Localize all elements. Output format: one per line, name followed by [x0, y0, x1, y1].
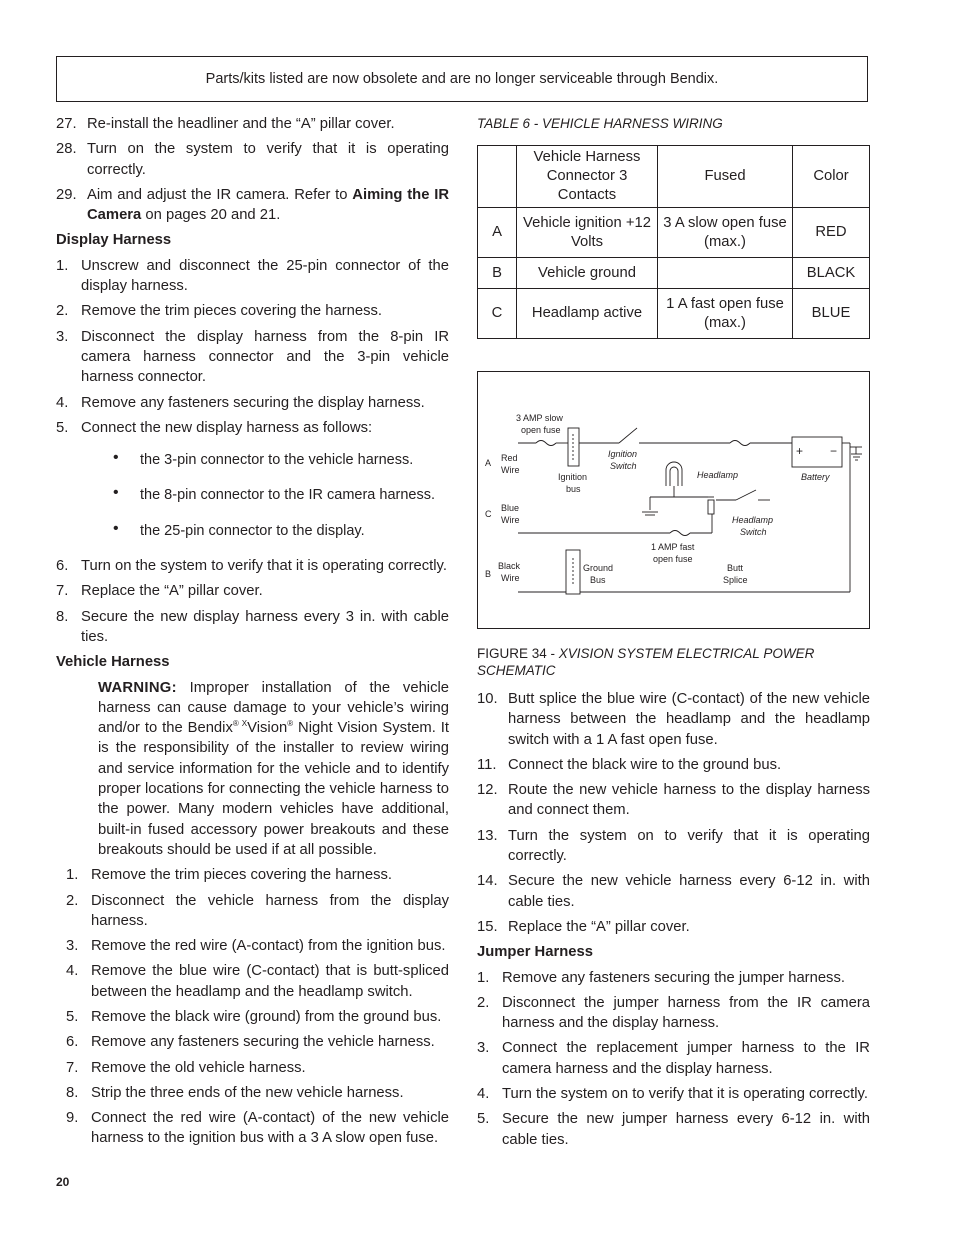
contact-a-label: A [485, 458, 492, 468]
step-number: 4. [56, 394, 69, 411]
display-steps-a [56, 256, 449, 438]
jumper-steps [477, 968, 870, 1150]
ignition-switch-label: Ignition [608, 449, 638, 459]
list-item [477, 755, 870, 775]
bullet-item: • the 3-pin connector to the vehicle harness. [113, 449, 414, 469]
step-text: Connect the red wire (A-contact) of the new vehicle harness to the ignition bus with a 3 A slow open fuse. [91, 1110, 449, 1147]
step-number: 2. [66, 892, 79, 909]
step-number: 7. [56, 583, 69, 600]
step-number: 12. [477, 782, 498, 799]
table-row: A Vehicle ignition +12 Volts 3 A slow open fuse (max.) RED [478, 208, 870, 258]
list-item [477, 826, 870, 867]
bullet-icon: • [113, 484, 119, 502]
vehicle-harness-heading: Vehicle Harness [56, 654, 170, 671]
fuse-3a-label: 3 AMP slow [516, 413, 563, 423]
list-item [477, 993, 870, 1034]
warning-label: WARNING: [98, 679, 177, 696]
contact-b-label: B [485, 569, 492, 579]
svg-text:−: − [830, 444, 838, 458]
step-27: 27. Re-install the headliner and the “A” pillar cover. [56, 116, 395, 132]
list-item [56, 327, 449, 388]
list-item [66, 1007, 449, 1027]
contact-c-label: C [485, 509, 492, 519]
step-text: Remove any fasteners securing the vehicle harness. [91, 1034, 435, 1051]
bullet-item: • the 8-pin connector to the IR camera harness. [113, 484, 435, 504]
step-text: Connect the black wire to the ground bus. [508, 756, 782, 773]
step-number: 9. [66, 1110, 79, 1127]
svg-text:bus: bus [566, 484, 581, 494]
step-text: Remove any fasteners securing the jumper harness. [502, 969, 845, 986]
step-number: 14. [477, 873, 498, 890]
step-number: 11. [477, 756, 497, 773]
step-28: 28. Turn on the system to verify that it is operating correctly. [56, 141, 449, 178]
vehicle-steps-continued [477, 689, 870, 937]
blue-wire-label: Blue [501, 503, 520, 513]
bullet-item: • the 25-pin connector to the display. [113, 519, 365, 539]
step-text: Connect the new display harness as follows: [81, 419, 373, 436]
svg-text:open fuse: open fuse [653, 554, 693, 564]
svg-text:Bus: Bus [590, 575, 606, 585]
warning-paragraph: WARNING: Improper installation of the vehicle harness can cause damage to your vehicle’s wiring and/or to the Bendix® $^X$Vision® Night Vision System. It is the responsibility of the installer to review wiring and service information for the vehicle and to identify proper locations for connecting the vehicle harness to the power. Many modern vehicles have additional, built-in fused accessory power breakouts and these breakouts should be used if at all possible. [98, 679, 449, 858]
schematic-wires [518, 428, 862, 594]
jumper-harness-heading: Jumper Harness [477, 944, 593, 961]
step-number: 5. [477, 1111, 490, 1128]
schematic-labels [485, 413, 837, 585]
list-item [477, 1038, 870, 1079]
step-text: Replace the “A” pillar cover. [81, 583, 263, 600]
step-number: 3. [56, 328, 69, 345]
list-item [66, 891, 449, 932]
headlamp-label: Headlamp [697, 470, 739, 480]
list-item [56, 607, 449, 648]
step-number: 1. [477, 969, 490, 986]
step-text: Disconnect the vehicle harness from the display harness. [91, 892, 449, 929]
step-text: Remove the trim pieces covering the harness. [91, 867, 393, 884]
step-number: 15. [477, 918, 498, 935]
step-text: Secure the new vehicle harness every 6-12 in. with cable ties. [508, 873, 870, 910]
list-item [56, 556, 449, 576]
step-text: Route the new vehicle harness to the display harness and connect them. [508, 782, 870, 819]
table-row: B Vehicle ground BLACK [478, 258, 870, 289]
step-number: 4. [477, 1086, 490, 1103]
step-number: 2. [56, 303, 69, 320]
step-number: 8. [56, 608, 69, 625]
step-text: Remove the black wire (ground) from the ground bus. [91, 1008, 442, 1025]
step-text: Remove the old vehicle harness. [91, 1059, 306, 1076]
step-text: Secure the new display harness every 3 in. with cable ties. [81, 608, 449, 645]
list-item [66, 961, 449, 1002]
fuse-1a-label: 1 AMP fast [651, 542, 695, 552]
electrical-schematic-figure [477, 371, 870, 629]
step-number: 13. [477, 827, 498, 844]
step-number: 10. [477, 691, 498, 707]
svg-text:Wire: Wire [501, 465, 520, 475]
step-number: 5. [66, 1008, 79, 1025]
list-item [477, 689, 870, 750]
step-text: Remove the trim pieces covering the harness. [81, 303, 383, 320]
step-text: Turn the system on to verify that it is operating correctly. [502, 1086, 868, 1103]
display-harness-heading: Display Harness [56, 232, 172, 249]
list-item [477, 780, 870, 821]
bullet-icon: • [113, 519, 119, 537]
list-item [66, 1058, 449, 1078]
list-item [66, 1083, 449, 1103]
step-number: 6. [66, 1034, 79, 1051]
bullet-icon: • [113, 449, 119, 467]
svg-text:+: + [796, 444, 804, 458]
step-text: Re-install the headliner and the “A” pillar cover. [87, 116, 395, 132]
step-text: Unscrew and disconnect the 25-pin connector of the display harness. [81, 257, 449, 295]
step-text: Turn on the system to verify that it is operating correctly. [81, 558, 447, 575]
step-number: 8. [66, 1084, 79, 1101]
step-text: Connect the replacement jumper harness to the IR camera harness and the display harness. [502, 1040, 870, 1077]
red-wire-label: Red [501, 453, 518, 463]
list-item [66, 1032, 449, 1052]
step-text: Replace the “A” pillar cover. [508, 918, 690, 935]
vehicle-harness-wiring-table [477, 145, 870, 339]
list-item [477, 968, 870, 988]
power-schematic-diagram [478, 372, 869, 628]
list-item [477, 871, 870, 912]
figure-caption: FIGURE 34 - XVISION SYSTEM ELECTRICAL POWER SCHEMATIC [477, 646, 815, 678]
left-column [56, 114, 449, 1154]
butt-splice-label: Butt [727, 563, 744, 573]
page-number: 20 [56, 1175, 70, 1189]
list-item [477, 917, 870, 937]
list-item [477, 1109, 870, 1150]
list-item [56, 301, 449, 321]
svg-text:Wire: Wire [501, 515, 520, 525]
table-row: C Headlamp active 1 A fast open fuse (max.) BLUE [478, 289, 870, 339]
step-number: 6. [56, 558, 69, 575]
step-number: 3. [477, 1040, 490, 1057]
vehicle-steps [56, 865, 449, 1149]
step-text: Disconnect the jumper harness from the IR camera harness and the display harness. [502, 994, 870, 1032]
svg-text:Splice: Splice [723, 575, 748, 585]
step-text: Remove the blue wire (C-contact) that is butt-spliced between the headlamp and the headlamp switch. [91, 963, 449, 1000]
list-item [56, 393, 449, 413]
list-item [56, 256, 449, 297]
step-29: 29. Aim and adjust the IR camera. Refer to Aiming the IR Camera on pages 20 and 21. [56, 186, 450, 224]
list-item [66, 1108, 449, 1149]
display-steps-b [56, 556, 449, 647]
right-column [477, 114, 870, 1155]
ground-bus-label: Ground [583, 563, 614, 573]
step-number: 2. [477, 994, 490, 1011]
list-item [66, 865, 449, 885]
step-text: Remove any fasteners securing the display harness. [81, 394, 425, 411]
ignition-bus-label: Ignition [558, 472, 588, 482]
black-wire-label: Black [498, 561, 521, 571]
svg-text:open fuse: open fuse [521, 425, 561, 435]
step-text: Strip the three ends of the new vehicle harness. [91, 1084, 404, 1101]
list-item [477, 1084, 870, 1104]
connection-bullets [56, 450, 449, 541]
table-header-row: Vehicle Harness Connector 3 Contacts Fused Color [478, 146, 870, 208]
step-number: 1. [56, 257, 69, 274]
list-item [56, 581, 449, 601]
step-number: 5. [56, 419, 69, 436]
step-number: 1. [66, 867, 79, 884]
step-text: Disconnect the display harness from the 8-pin IR camera harness connector and the 3-pin vehicle harness connector. [81, 328, 449, 386]
table-caption: TABLE 6 - VEHICLE HARNESS WIRING [477, 116, 723, 131]
step-text: Butt splice the blue wire (C-contact) of the new vehicle harness between the headlamp and the headlamp switch with a 1 A fast open fuse. [508, 691, 870, 748]
svg-text:Switch: Switch [610, 461, 637, 471]
list-item [56, 418, 449, 438]
step-number: 4. [66, 963, 79, 980]
step-number: 3. [66, 938, 79, 955]
headlamp-switch-label: Headlamp [732, 515, 774, 525]
step-text: Turn on the system to verify that it is operating correctly. [87, 141, 449, 178]
step-text: Turn the system on to verify that it is operating correctly. [508, 827, 870, 865]
step-text: Remove the red wire (A-contact) from the ignition bus. [91, 938, 446, 955]
svg-text:Wire: Wire [501, 573, 520, 583]
aiming-reference: Aiming the IR Camera [87, 186, 450, 224]
obsolete-notice: Parts/kits listed are now obsolete and are no longer serviceable through Bendix. [56, 56, 868, 102]
battery-label: Battery [801, 472, 830, 482]
step-number: 7. [66, 1059, 79, 1076]
svg-text:Switch: Switch [740, 527, 767, 537]
list-item [66, 936, 449, 956]
step-text: Secure the new jumper harness every 6-12 in. with cable ties. [502, 1111, 870, 1148]
